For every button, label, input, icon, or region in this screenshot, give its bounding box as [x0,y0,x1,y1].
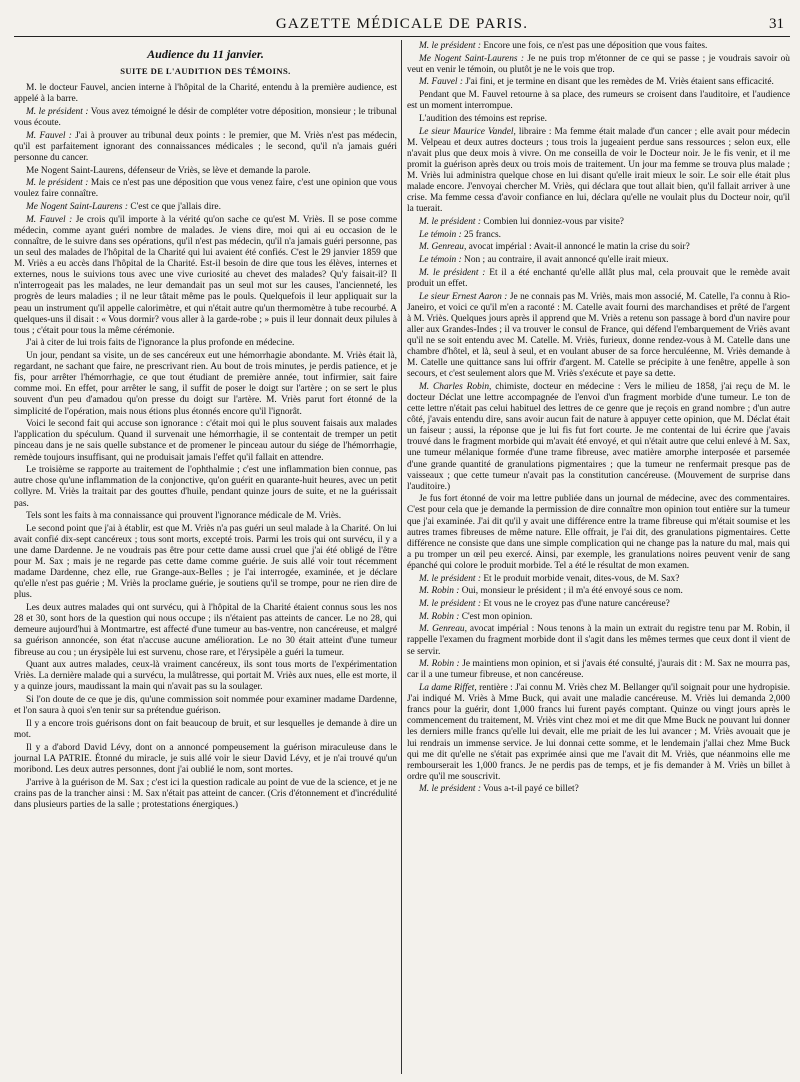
paragraph-text: chimiste, docteur en médecine : Vers le milieu de 1858, j'ai reçu de M. le docteur Déclat une lettre accompagnée de l'envoi d'un fragment morbide d'une tumeur. Le ton de cette lettre n'était pas celui habituel des lettres de ce genre que je reçois en grand nombre ; d'un autre côté, j'avais entendu dire, sans avoir aucun fait de nature à appuyer cette opinion, que M. Déclat était un faiseur ; aussi, la réponse que je lui fis fut fort courte. Je me contentai de lui écrire que j'avais trouvé dans le fragment morbide qui m'avait été envoyé, et qui n'était autre que celui enlevé à M. Sax, une tumeur mélanique formée d'une trame fibreuse, avec matière amorphe interposée et parsemée d'une grande quantité de granulations pigmentaires ; que la tumeur ne renfermait presque pas de vaisseaux ; que cette tumeur n'avait pas la constitution cancéreuse. (Mouvement de surprise dans l'auditoire.) [407,381,790,492]
paragraph-text: Pendant que M. Fauvel retourne à sa place, des rumeurs se croisent dans l'auditoire, et l'audience est un moment interrompue. [407,90,790,112]
speaker-label: M. Fauvel : [26,130,72,141]
paragraph-text: Tels sont les faits à ma connaissance qui prouvent l'ignorance médicale de M. Vriès. [26,511,342,522]
paragraph [14,465,397,509]
paragraph-text: Combien lui donniez-vous par visite? [480,216,624,227]
paragraph-text: Il y a encore trois guérisons dont on fait beaucoup de bruit, et sur lesquelles je demande à dire un mot. [14,718,397,740]
speaker-label: M. Robin : [419,586,460,597]
paragraph-text: Et le produit morbide venait, dites-vous, de M. Sax? [480,573,680,584]
speaker-label: M. Charles Robin, [419,381,492,392]
paragraph [14,778,397,811]
speaker-label: M. Fauvel : [26,214,73,225]
paragraph [14,131,397,164]
paragraph-text: Le troisième se rapporte au traitement de l'ophthalmie ; c'est une inflammation bien connue, pas autre chose qu'une inflammation de la conjonctive, qu'on guérit en quarante-huit heures, avec un petit collyre. M. Vriès la traitait par des gouttes d'huile, pendant quinze jours de suite, et ne la guérissait pas. [14,465,397,509]
running-head [14,14,790,37]
paragraph-text: Encore une fois, ce n'est pas une déposition que vous faites. [480,41,708,51]
paragraph [407,230,790,241]
columns [14,41,790,812]
paragraph-text: Me Nogent Saint-Laurens, défenseur de Vriès, se lève et demande la parole. [26,165,311,176]
paragraph-text: J'ai à citer de lui trois faits de l'ignorance la plus profonde en médecine. [26,338,295,349]
section-subheading: SUITE DE L'AUDITION DES TÉMOINS. [120,66,291,77]
paragraph-text: Non ; au contraire, il avait annoncé qu'elle irait mieux. [461,255,669,266]
paragraph [407,77,790,88]
speaker-label: M. le président : [26,106,89,117]
paragraph-text: M. le docteur Fauvel, ancien interne à l'hôpital de la Charité, entendu à la première audience, est appelé à la barre. [14,83,397,105]
right-column-body [407,41,790,796]
paragraph [407,612,790,623]
paragraph-text: Les deux autres malades qui ont survécu, qui à l'hôpital de la Charité étaient connus sous les nos 28 et 30, sont hors de la question qui nous occupe ; ils n'étaient pas atteints de cancer. Le no 28, qui demeure aujourd'hui à Montmartre, est affecté d'une tumeur au bas-ventre, non cancéreuse, et malgré sa guérison annoncée, son état n'accuse aucune amélioration. Le no 30 était atteint d'une tumeur fibreuse au cou ; un érysipèle lui est survenu, chose rare, et l'érysipèle a guéri la tumeur. [14,603,397,658]
paragraph-text: Quant aux autres malades, ceux-là vraiment cancéreux, ils sont tous morts de l'expérimentation Vriès. La dernière malade qui a survécu, la mulâtresse, qui portait M. Vriès aux nues, elle est morte, il y a quinze jours, maudissant la main qui n'avait pas su la soulager. [14,660,397,693]
column-divider [401,40,402,1074]
paragraph [14,524,397,602]
paragraph [14,419,397,463]
speaker-label: M. le président : [419,267,486,278]
paragraph-text: 25 francs. [461,229,502,240]
paragraph [407,574,790,585]
paragraph-text: rentière : J'ai connu M. Vriès chez M. Bellanger qu'il soignait pour une hydropisie. J'ai indiqué M. Vriès à Mme Buck, qui avait une maladie cancéreuse. M. Vriès lui demanda 2,000 francs pour la guérir, dont 1,000 francs lui furent payés comptant. Quinze ou vingt jours après le commencement du traitement, M. Vriès vint chez moi et me dit que Mme Buck ne pouvant lui donner les derniers mille francs qu'elle lui devait, elle me priait de les lui avancer ; M. Vriès avouait que je lui rendrais un immense service. Je lui donnai cette somme, et le lendemain j'allai chez Mme Buck qui me dit qu'elle ne s'était pas exprimée ainsi que me l'avait dit M. Vriès, que néanmoins elle me rembourserait les 1,000 francs. Je ne perdis pas de temps, et je fis demander à M. Vriès un billet à ordre qu'il me souscrivit. [407,683,790,782]
paragraph [14,338,397,349]
speaker-label: M. Genreau, [419,242,467,253]
speaker-label: M. le président : [419,216,481,227]
speaker-label: M. le président : [419,573,481,584]
right-column [407,41,790,812]
speaker-label: Me Nogent Saint-Laurens : [419,53,525,64]
paragraph [14,215,397,337]
paragraph [14,166,397,177]
paragraph [407,41,790,52]
speaker-label: La dame Riffet, [419,683,477,694]
paragraph-text: J'ai à prouver au tribunal deux points : le premier, que M. Vriès n'est pas médecin, qu'il est parfaitement ignorant des connaissances médicales ; le second, qu'il n'a jamais guéri personne du cancer. [14,130,397,163]
paragraph-text: libraire : Ma femme était malade d'un cancer ; elle avait pour médecin M. Velpeau et deux autres docteurs ; tous trois la jugeaient perdue sans ressources ; selon eux, elle n'avait plus que deux mois à vivre. On me conseilla de voir le Docteur noir. Je le fis venir, et il me promit la guérison après deux ou trois mois de traitement. Un jour ma femme se trouva plus malade ; M. Vriès lui administra quelque chose en lui disant qu'elle irait mieux le soir. Le soir elle était plus malade encore. J'envoyai chercher M. Vriès, qui déclara que tout allait bien, qu'il fallait arriver à une crise. Ma femme cessa d'avoir confiance en lui, déclara qu'elle ne voulait plus du Docteur noir, qu'il la tuerait. [407,126,790,215]
paragraph-text: L'audition des témoins est reprise. [419,113,547,124]
speaker-label: M. Robin : [419,611,460,622]
speaker-label: M. le président : [419,41,481,51]
paragraph [407,382,790,493]
paragraph [407,114,790,125]
paragraph-text: Vous avez témoigné le désir de compléter votre déposition, monsieur ; le tribunal vous écoute. [14,106,397,129]
speaker-label: Me Nogent Saint-Laurens : [26,202,128,213]
speaker-label: M. le président : [419,599,481,609]
paragraph-text: Et il a été enchanté qu'elle allât plus mal, cela prouvait que le remède avait produit un effet. [407,267,790,289]
paragraph [14,695,397,717]
paragraph-text: Si l'on doute de ce que je dis, qu'une commission soit nommée pour examiner madame Dardenne, et l'on saura à quoi s'en tenir sur sa prétendue guérison. [14,695,397,717]
paragraph-text: Je fus fort étonné de voir ma lettre publiée dans un journal de médecine, avec des commentaires. C'est pour cela que je demande la permission de dire connaître mon opinion tout entière sur la tumeur que j'ai examinée. J'ai dit qu'il y avait une différence entre la trame fibreuse qui m'était soumise et les autres trames fibreuses de même nature. Elle offrait, je l'ai dit, des granulations pigmentaires. Cette différence ne consiste que dans une simple complication qui ne change pas la nature du mal, mais qui a pu tromper un œil peu exercé. Ainsi, par exemple, les granulations noires peuvent venir de sang épanché qui colore le produit morbide. Tel a été le résultat de mon examen. [407,494,790,571]
paragraph [407,268,790,290]
paragraph [407,217,790,228]
paragraph [14,660,397,693]
paragraph [407,255,790,266]
paragraph-text: J'arrive à la guérison de M. Sax ; c'est ici la question radicale au point de vue de la science, et je ne crains pas de la trancher ainsi : M. Sax n'était pas atteint de cancer. (Cris d'étonnement et d'incrédulité dans plusieurs parties de la salle ; protestations énergiques.) [14,777,397,810]
speaker-label: Le témoin : [419,229,462,240]
paragraph [407,90,790,112]
paragraph [407,127,790,216]
page-number: 31 [769,16,784,32]
paragraph-text: avocat impérial : Nous tenons à la main un extrait du registre tenu par M. Robin, il rappelle l'examen du fragment morbide dont il s'agit dans les mêmes termes que ceux dont il vient de se servir. [407,624,790,657]
speaker-label: Le sieur Ernest Aaron : [419,291,508,302]
paragraph-text: Il y a d'abord David Lévy, dont on a annoncé pompeusement la guérison miraculeuse dans le journal LA PATRIE. Étonné du miracle, je suis allé voir le sieur David Lévy, et je n'ai trouvé qu'un moribond. Les deux autres personnes, dont j'ai oublié le nom, sont mortes. [14,742,397,775]
left-column-body [14,83,397,811]
paragraph-text: Un jour, pendant sa visite, un de ses cancéreux eut une hémorrhagie abondante. M. Vriès était là, regardant, ne sachant que faire, ne prescrivant rien. Au bout de trois minutes, je perdis patience, et je fis, pour arrêter l'hémorrhagie, ce que tout étudiant de première année, tout infirmier, sait faire comme moi. En effet, pour arrêter le sang, il suffit de poser le doigt sur l'artère ; on se sert le plus souvent d'un peu d'amadou qu'on presse du doigt sur l'artère. M. Vriès parut fort étonné de la simplicité de l'opération, mais nous étions plus étonnés encore qu'il l'ignorât. [14,351,397,417]
speaker-label: M. Fauvel : [419,77,463,88]
paragraph [14,743,397,776]
paragraph [407,683,790,783]
paragraph [407,599,790,610]
paragraph [407,242,790,253]
paragraph-text: J'ai fini, et je termine en disant que les remèdes de M. Vriès étaient sans efficacité. [463,77,774,88]
journal-title: GAZETTE MÉDICALE DE PARIS. [275,16,529,32]
paragraph-text: Mais ce n'est pas une déposition que vous venez faire, c'est une opinion que vous voulez faire connaître. [14,178,397,200]
paragraph-text: C'est mon opinion. [459,611,533,622]
paragraph-text: Oui, monsieur le président ; il m'a été envoyé sous ce nom. [459,586,683,597]
paragraph-text: avocat impérial : Avait-il annoncé le matin la crise du soir? [466,242,690,253]
session-heading: Audience du 11 janvier. [147,47,264,61]
speaker-label: M. Genreau, [419,624,467,635]
speaker-label: M. le président : [419,784,481,795]
left-column [14,41,397,812]
paragraph [14,83,397,105]
paragraph-text: Voici le second fait qui accuse son ignorance : c'était moi qui le plus souvent faisais aux malades l'application du spéculum. Quand il survenait une hémorrhagie, il se contentait de tremper un petit pinceau dans je ne sais quelle substance et de promener le pinceau autour du siége de l'hémorrhagie, remède toujours insuffisant, qui ne produisait jamais l'effet qu'il fallait en attendre. [14,419,397,463]
paragraph [407,292,790,381]
paragraph [407,624,790,657]
paragraph [14,202,397,213]
paragraph [14,603,397,658]
paragraph-text: Je maintiens mon opinion, et si j'avais été consulté, j'aurais dit : M. Sax ne mourra pas, car il a une tumeur fibreuse, et non cancéreuse. [407,659,790,681]
paragraph-text: Et vous ne le croyez pas d'une nature cancéreuse? [480,599,670,609]
paragraph-text: C'est ce que j'allais dire. [128,202,221,213]
paragraph-text: Le second point que j'ai à établir, est que M. Vriès n'a pas guéri un seul malade à la Charité. On lui avait confié dix-sept cancéreux ; tous sont morts, excepté trois. Parmi les trois qui ont survécu, il y a une dame Dardenne. Je ne voudrais pas être pour cette dame aussi cruel que j'ai été obligé de l'être pour M. Sax ; mais je ne regarde pas cette dame comme guérie. Je suis allé voir tout récemment madame Dardenne, chez elle, rue Grange-aux-Belles ; je l'ai interrogée, examinée, et je déclare qu'elle n'est pas guérie ; M. Vriès la proclame guérie, je soutiens qu'il se trompe, pour ne rien dire de plus. [14,523,397,601]
paragraph [14,351,397,418]
speaker-label: Le sieur Maurice Vandel, [419,126,516,137]
speaker-label: M. Robin : [419,659,460,670]
speaker-label: Le témoin : [419,255,462,266]
paragraph [407,54,790,76]
paragraph [407,659,790,681]
paragraph-text: Vous a-t-il payé ce billet? [480,784,579,795]
paragraph-text: Je crois qu'il importe à la vérité qu'on sache ce qu'est M. Vriès. Il se pose comme médecin, comme ayant guéri nombre de malades. Je viens dire, moi qui ai eu occasion de le connaître, de le suivre dans ses opérations, qu'il n'est pas médecin, qu'il n'a jamais guéri personne, pas un seul des malades de l'hôpital de la Charité qui lui avaient été confiés. C'est le 29 janvier 1859 que M. Vriès a eu accès dans l'hôpital de la Charité. Est-il besoin de dire que tous les élèves, internes et externes, nous le suivions tous avec une vive curiosité au chevet des malades? Qu'y faisait-il? Il n'interrogeait pas les malades, ne leur demandait pas un seul mot sur les causes, l'ancienneté, les progrès de leurs maladies ; il ne leur tâtait même pas le pouls. Quelquefois il leur appliquait sur la peau un instrument qu'il appelle calorimètre, et qui n'était autre qu'un thermomètre à tube recourbé. A quelques-uns il disait : « Vous dormir? vous aller à la garde-robe ; » puis il leur donnait deux pilules à tous ; c'était pour tous la même cérémonie. [14,214,397,336]
paragraph [14,511,397,522]
speaker-label: M. le président : [26,178,89,189]
paragraph [407,784,790,795]
paragraph [14,107,397,129]
paragraph-text: Je ne connais pas M. Vriès, mais mon associé, M. Catelle, l'a connu à Rio-Janeiro, et voici ce qu'il m'en a raconté : M. Catelle avait fourni des marchandises et prêté de l'argent à M. Vriès. Quelques jours après il apprend que M. Vriès a retenu son passage à bord d'un navire pour aller aux Grandes-Indes ; il va trouver le consul de France, qui défend l'embarquement de Vriès avant qu'il ne se soit entendu avec M. Catelle. M. Vriès, furieux, donne rendez-vous à M. Catelle dans une chambre d'hôtel, et là, seul à seul, et en voulant abuser de sa force herculéenne, M. Vriès demande à M. Catelle une quittance sans lui offrir d'argent. M. Catelle se précipite à une fenêtre, appelle à son secours, et c'est seulement alors que M. Vriès s'exécute et paye sa dette. [407,291,790,380]
paragraph [407,494,790,572]
paragraph [14,178,397,200]
paragraph [14,719,397,741]
paragraph-text: Je ne puis trop m'étonner de ce qui se passe ; je voudrais savoir où veut en venir le témoin, ou plutôt je ne le vois que trop. [407,53,790,75]
paragraph [407,586,790,597]
